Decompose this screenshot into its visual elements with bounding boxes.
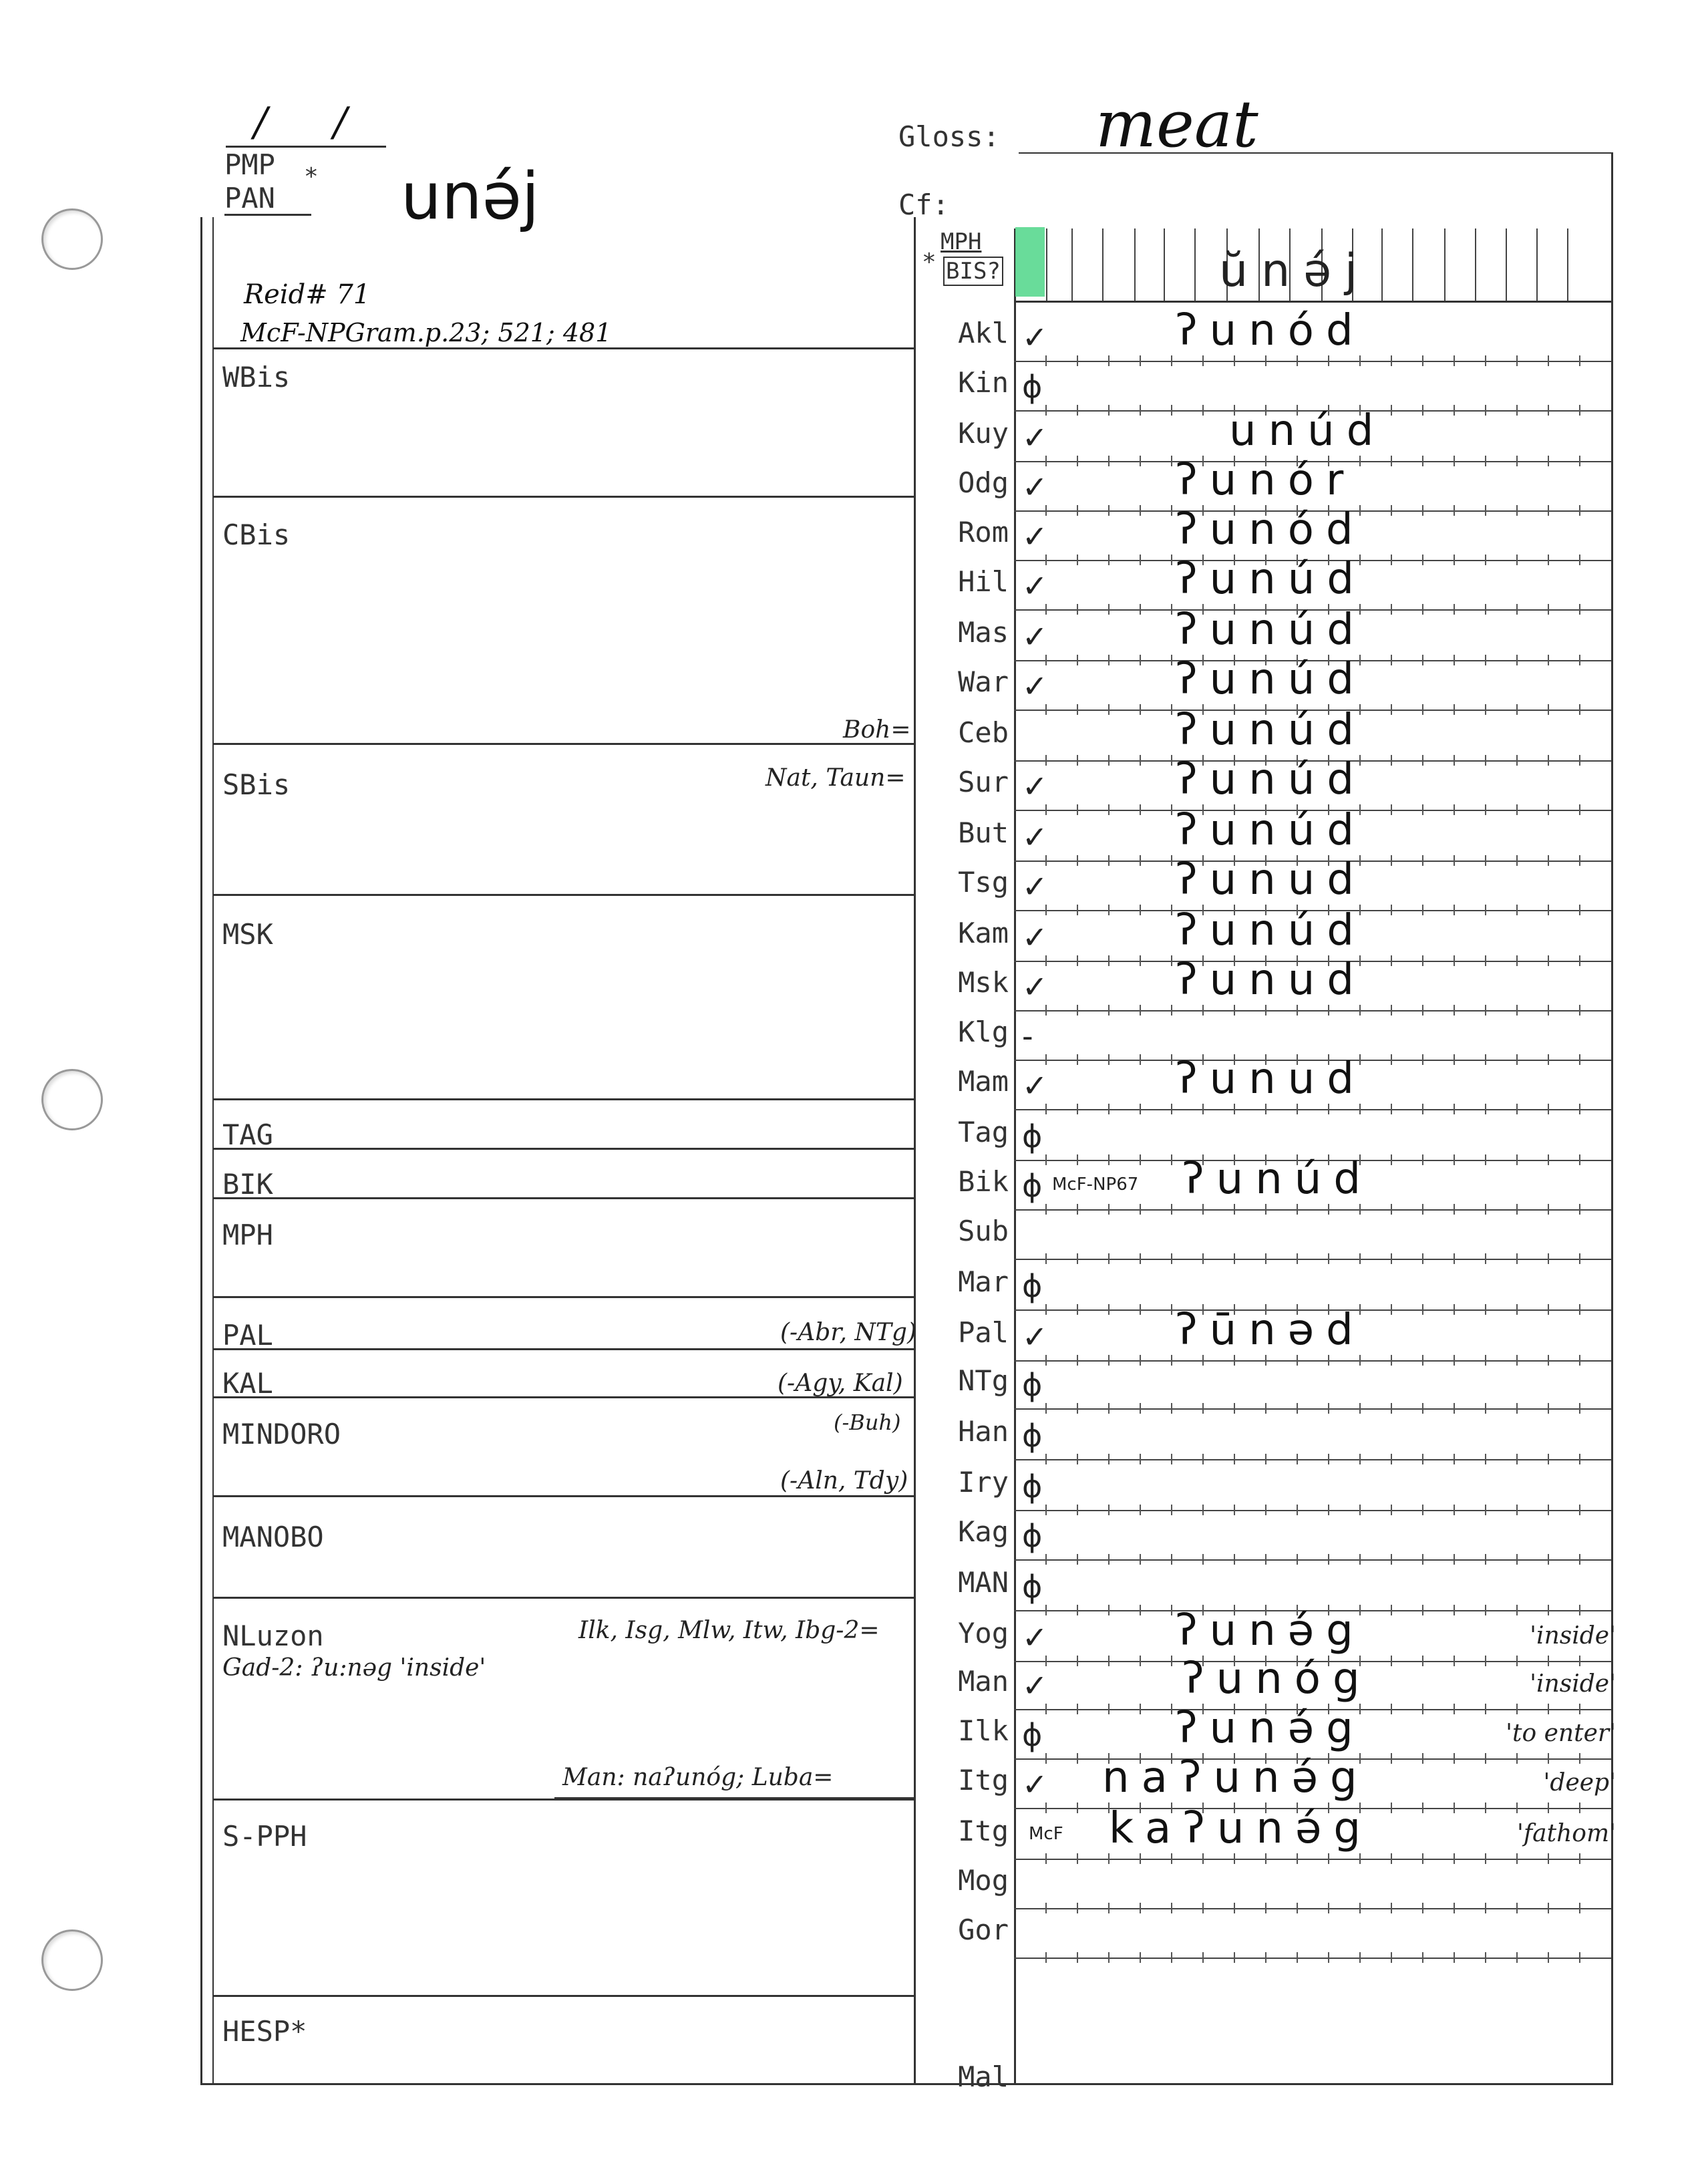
gloss-underline: [1019, 152, 1613, 154]
row-tick: [1202, 1952, 1204, 1963]
language-code: Kag: [958, 1515, 1009, 1548]
row-rule: [1014, 1209, 1611, 1211]
group-label-pal: PAL: [222, 1319, 273, 1352]
language-row: [0, 1463, 1696, 1514]
language-row: [0, 1054, 1696, 1113]
row-rule: [1014, 1010, 1611, 1011]
language-code: Mas: [958, 616, 1009, 649]
row-tick: [1297, 1952, 1298, 1963]
mph-box-cell-divider: [1567, 228, 1568, 301]
reflex-form: ʔunúd: [1176, 706, 1366, 755]
language-code: Mar: [958, 1265, 1009, 1298]
kal-exclusion-note: (-Agy, Kal): [778, 1370, 903, 1397]
reflex-form: ʔunud: [1176, 955, 1366, 1005]
pal-exclusion-note: (-Abr, NTg): [780, 1319, 916, 1346]
language-code: Msk: [958, 966, 1009, 999]
group-label-wbis: WBis: [222, 361, 291, 394]
language-row: [0, 806, 1696, 865]
language-row: [0, 456, 1696, 514]
language-row: [0, 363, 1696, 414]
language-row: [0, 555, 1696, 613]
attestation-mark: ϕ: [1022, 1518, 1043, 1554]
mph-box-cell-divider: [1475, 228, 1476, 301]
reflex-form: ʔunód: [1176, 505, 1365, 555]
mph-box-cell-divider: [1102, 228, 1104, 301]
attestation-mark: ϕ: [1022, 1569, 1043, 1605]
language-code: Bik: [958, 1165, 1009, 1198]
language-row: [0, 605, 1696, 664]
nat-taun-equiv-note: Nat, Taun=: [766, 764, 906, 792]
aln-tdy-note: (-Aln, Tdy): [780, 1467, 908, 1495]
row-tick: [1422, 1952, 1423, 1963]
mph-box-cell-divider: [1381, 228, 1383, 301]
mcf-reference: McF-NPGram.p.23; 521; 481: [240, 318, 612, 347]
reflex-form: ʔunóg: [1182, 1654, 1372, 1704]
attestation-mark: ϕ: [1022, 1118, 1043, 1154]
row-tick: [1454, 1952, 1455, 1963]
reflex-form: ʔunúd: [1176, 755, 1366, 804]
reflex-form: ʔunúd: [1176, 655, 1366, 704]
language-code: Tsg: [958, 866, 1009, 899]
header-asterisk: *: [304, 163, 319, 190]
language-row: [0, 1704, 1696, 1762]
language-row: [0, 1804, 1696, 1863]
language-row: [0, 1654, 1696, 1713]
attestation-mark: ✓: [1022, 469, 1048, 505]
mindoro-exclusion-note: (-Buh): [834, 1410, 901, 1435]
language-code: Kin: [958, 366, 1009, 399]
language-row: [0, 1563, 1696, 1614]
attestation-mark: ✓: [1022, 1068, 1048, 1104]
attestation-mark: ✓: [1022, 819, 1048, 855]
attestation-mark: ✓: [1022, 568, 1048, 604]
language-code: Klg: [958, 1016, 1009, 1048]
language-code: Akl: [958, 317, 1009, 349]
attestation-mark: ✓: [1022, 518, 1048, 555]
language-row: [0, 906, 1696, 965]
group-label-sbis: SBis: [222, 768, 291, 801]
reflex-gloss: 'inside': [1530, 1670, 1616, 1698]
group-sep: [212, 1995, 914, 1997]
source-note: McF-NP67: [1052, 1175, 1139, 1195]
reflex-form: ʔunud: [1176, 855, 1366, 905]
reflex-gloss: 'to enter': [1506, 1720, 1616, 1747]
reflex-form: kaʔunə́g: [1109, 1804, 1373, 1853]
proto-form: unə́j: [401, 159, 540, 234]
language-code: Pal: [958, 1316, 1009, 1349]
mph-box-cell-divider: [1506, 228, 1507, 301]
row-rule: [1014, 1908, 1611, 1909]
reflex-form: ʔunór: [1176, 456, 1356, 505]
language-row: [0, 1513, 1696, 1563]
row-tick: [1579, 1952, 1580, 1963]
language-row: [0, 1911, 1696, 1962]
mph-box-cell-divider: [1071, 228, 1073, 301]
group-label-bik: BIK: [222, 1168, 273, 1201]
row-tick: [1140, 1952, 1141, 1963]
language-code: Mam: [958, 1065, 1009, 1098]
language-row: [0, 1606, 1696, 1665]
row-rule: [1014, 1259, 1611, 1260]
language-code: Han: [958, 1415, 1009, 1448]
man-luba-note: Man: naʔunóg; Luba=: [562, 1764, 834, 1791]
language-row: [0, 855, 1696, 914]
language-row: [0, 1861, 1696, 1912]
reflex-gloss: 'fathom': [1516, 1820, 1616, 1847]
mph-box-cell-divider: [1046, 228, 1047, 301]
row-tick: [1548, 1952, 1549, 1963]
language-row: [0, 1212, 1696, 1263]
group-label-mindoro: MINDORO: [222, 1418, 341, 1450]
row-tick: [1485, 1952, 1486, 1963]
row-tick: [1328, 1952, 1329, 1963]
group-label-nluzon: NLuzon: [222, 1619, 324, 1652]
row-tick: [1391, 1952, 1392, 1963]
row-tick: [1265, 1952, 1266, 1963]
row-tick: [1234, 1952, 1235, 1963]
language-code: Yog: [958, 1617, 1009, 1650]
language-code: Hil: [958, 565, 1009, 598]
attestation-mark: ✓: [1022, 1619, 1048, 1656]
language-row: [0, 306, 1696, 365]
language-code: Kam: [958, 917, 1009, 949]
group-label-kal: KAL: [222, 1367, 273, 1400]
gloss-value: meat: [1095, 87, 1258, 162]
attestation-mark: ✓: [1022, 319, 1048, 355]
language-code: Kuy: [958, 417, 1009, 450]
language-code: Ceb: [958, 716, 1009, 749]
attestation-mark: ϕ: [1022, 1418, 1043, 1454]
language-code: Odg: [958, 466, 1009, 499]
language-code: Iry: [958, 1466, 1009, 1499]
language-row: [0, 655, 1696, 714]
mph-box-cell-divider: [1444, 228, 1446, 301]
attestation-mark: ✓: [1022, 619, 1048, 655]
attestation-mark: ✓: [1022, 768, 1048, 804]
language-row: [0, 955, 1696, 1014]
row-tick: [1516, 1952, 1518, 1963]
reflex-form: ʔunúd: [1176, 806, 1366, 855]
language-code: Rom: [958, 516, 1009, 549]
language-code: NTg: [958, 1364, 1009, 1397]
group-label-mph: MPH: [222, 1219, 273, 1251]
row-tick: [1171, 1952, 1172, 1963]
reflex-form: ʔunúd: [1182, 1154, 1373, 1204]
group-label-tag: TAG: [222, 1118, 273, 1151]
attestation-mark: ϕ: [1022, 1367, 1043, 1403]
language-row: [0, 1305, 1696, 1364]
language-code: Gor: [958, 1913, 1009, 1946]
mph-box-cell-divider: [1412, 228, 1413, 301]
language-row: [0, 1113, 1696, 1164]
attestation-mark: ✓: [1022, 969, 1048, 1005]
row-tick: [1077, 1952, 1078, 1963]
language-row: [0, 1412, 1696, 1463]
language-row: [0, 1263, 1696, 1313]
date-blank: / /: [254, 99, 374, 146]
mph-box-bottom: [1014, 301, 1611, 303]
cf-label: Cf:: [898, 188, 949, 221]
boh-equiv-note: Boh=: [843, 716, 911, 744]
row-rule: [1014, 1459, 1611, 1460]
language-row: [0, 755, 1696, 814]
group-label-manobo: MANOBO: [222, 1521, 324, 1553]
row-rule: [1014, 1958, 1611, 1959]
attestation-mark: ✓: [1022, 1319, 1048, 1355]
reflex-form: ʔunə́g: [1176, 1704, 1365, 1753]
gloss-label: Gloss:: [898, 120, 1000, 153]
language-code: Mal: [958, 2060, 1009, 2093]
language-row: [0, 706, 1696, 764]
language-row: [0, 1154, 1696, 1213]
pan-underline: [224, 214, 311, 216]
language-row: [0, 505, 1696, 564]
nluzon-equiv-note: Ilk, Isg, Mlw, Itw, Ibg-2=: [578, 1617, 880, 1644]
reflex-form: ʔunód: [1176, 306, 1365, 355]
mph-box-cell-divider: [1536, 228, 1538, 301]
row-rule: [1014, 1109, 1611, 1110]
mph-box-cell-divider: [1194, 228, 1196, 301]
reflex-form: ʔunə́g: [1176, 1606, 1365, 1656]
reflex-gloss: 'inside': [1530, 1622, 1616, 1650]
row-rule: [1014, 1859, 1611, 1860]
reid-reference: Reid# 71: [244, 279, 371, 310]
group-label-cbis: CBis: [222, 518, 291, 551]
language-row: [0, 1753, 1696, 1812]
language-code: Itg: [958, 1764, 1009, 1797]
group-label-hesp: HESP*: [222, 2015, 307, 2048]
attestation-mark: ✓: [1022, 919, 1048, 955]
attestation-mark: ϕ: [1022, 1268, 1043, 1304]
row-tick: [1045, 1952, 1047, 1963]
language-code: Ilk: [958, 1714, 1009, 1747]
group-label-msk: MSK: [222, 918, 273, 951]
mph-asterisk: *: [922, 249, 937, 276]
row-tick: [1108, 1952, 1110, 1963]
language-code: Tag: [958, 1116, 1009, 1148]
mph-box-cell-divider: [1164, 228, 1165, 301]
row-rule: [1014, 1510, 1611, 1511]
reflex-form: ʔunúd: [1176, 555, 1366, 604]
attestation-mark: ✓: [1022, 668, 1048, 704]
source-note: McF: [1029, 1824, 1063, 1844]
nluzon-gad-note: Gad-2: ʔu:nəg 'inside': [222, 1654, 486, 1682]
row-tick: [1359, 1952, 1361, 1963]
language-code: Sub: [958, 1215, 1009, 1247]
row-rule: [1014, 361, 1611, 362]
attestation-mark: -: [1022, 1018, 1033, 1054]
pmp-label: PMP: [224, 148, 275, 181]
mph-box-form: ŭnə́j: [1219, 245, 1371, 297]
language-code: Itg: [958, 1815, 1009, 1847]
bis-box-label: BIS?: [943, 257, 1003, 286]
attestation-mark: ✓: [1022, 1668, 1048, 1704]
row-rule: [1014, 1559, 1611, 1561]
language-code: War: [958, 665, 1009, 698]
language-code: MAN: [958, 1566, 1009, 1599]
attestation-mark: ✓: [1022, 1766, 1048, 1803]
green-highlight: [1015, 227, 1045, 297]
language-code: But: [958, 816, 1009, 849]
language-row: [0, 406, 1696, 465]
attestation-mark: ϕ: [1022, 1168, 1043, 1204]
language-code: Mog: [958, 1864, 1009, 1897]
language-row: [0, 1362, 1696, 1412]
reflex-form: ʔunúd: [1176, 906, 1366, 955]
binder-hole-top: [41, 208, 103, 270]
mph-box-label: MPH: [941, 228, 982, 255]
reflex-form: unúd: [1229, 406, 1386, 456]
date-underline: [226, 146, 386, 148]
reflex-gloss: 'deep': [1543, 1769, 1616, 1797]
attestation-mark: ✓: [1022, 869, 1048, 905]
language-row: [0, 1013, 1696, 1064]
attestation-mark: ϕ: [1022, 1717, 1043, 1753]
row-rule: [1014, 1408, 1611, 1410]
language-row: [0, 2058, 1696, 2109]
attestation-mark: ϕ: [1022, 1468, 1043, 1505]
mph-box-cell-divider: [1134, 228, 1136, 301]
reflex-form: ʔunud: [1176, 1054, 1366, 1104]
reflex-form: ʔūnəd: [1176, 1305, 1365, 1355]
attestation-mark: ✓: [1022, 420, 1048, 456]
group-label-s-pph: S-PPH: [222, 1820, 307, 1853]
language-code: Man: [958, 1665, 1009, 1698]
reflex-form: naʔunə́g: [1102, 1753, 1369, 1803]
reflex-form: ʔunúd: [1176, 605, 1366, 655]
language-code: Sur: [958, 766, 1009, 798]
attestation-mark: ϕ: [1022, 369, 1043, 405]
pan-label: PAN: [224, 182, 275, 214]
